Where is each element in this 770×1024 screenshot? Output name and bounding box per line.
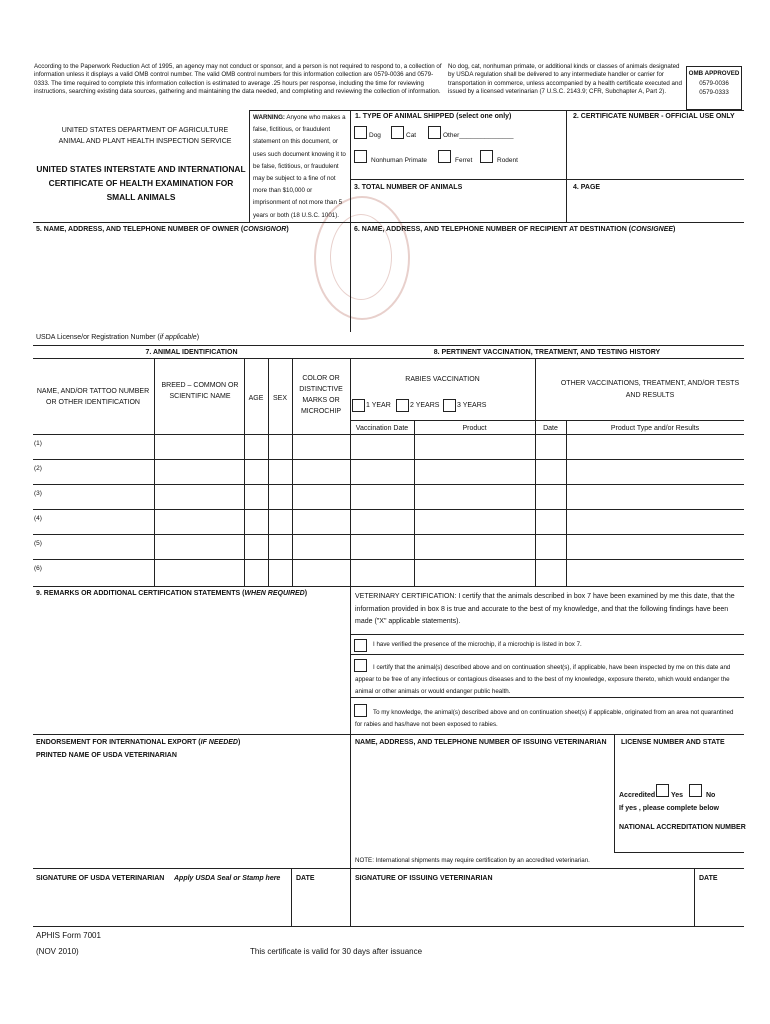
statement-microchip: I have verified the presence of the microchip, if a microchip is listed in box 7.: [373, 641, 582, 648]
dog-checkbox[interactable]: [354, 126, 367, 139]
license-title: LICENSE NUMBER AND STATE: [621, 739, 725, 746]
rabies-1yr-checkbox[interactable]: [352, 399, 365, 412]
national-accreditation-label: NATIONAL ACCREDITATION NUMBER: [619, 824, 746, 831]
remarks-input-area[interactable]: [36, 602, 346, 732]
product-header: Product: [462, 425, 487, 432]
box7-title: 7. ANIMAL IDENTIFICATION: [145, 349, 238, 356]
recipient-input-area[interactable]: [354, 238, 739, 328]
veterinary-certification: VETERINARY CERTIFICATION: I certify that the animals described in box 7 have been examined by me this date, that the information provided in box 8 is true and accurate to the best of my knowledge, and that the following findings have been made ("X" applicable statements).: [355, 593, 735, 625]
microchip-verified-checkbox[interactable]: [354, 639, 367, 652]
box6-title: [354, 225, 675, 234]
box6-end: ): [673, 226, 676, 233]
col-breed-header: BREED – COMMON OR SCIENTIFIC NAME: [161, 382, 239, 400]
accredited-label: Accredited: [619, 792, 656, 799]
issuing-vet-title: NAME, ADDRESS, AND TELEPHONE NUMBER OF ISSUING VETERINARIAN: [355, 739, 607, 746]
cat-label: Cat: [406, 132, 417, 139]
accredited-no-label: No: [706, 792, 716, 799]
box9-title: [36, 589, 307, 598]
ferret-label: Ferret: [455, 157, 473, 164]
box1-title: 1. TYPE OF ANIMAL SHIPPED (select one only): [355, 113, 512, 120]
endorsement-em: IF NEEDED: [200, 739, 238, 746]
international-note: NOTE: International shipments may require certification by an accredited veterinarian.: [355, 857, 590, 864]
usda-license-text: USDA License/or Registration Number (: [36, 334, 160, 341]
box6-consignee: CONSIGNEE: [631, 226, 674, 233]
rodent-checkbox[interactable]: [480, 150, 493, 163]
issuing-signature-label: SIGNATURE OF ISSUING VETERINARIAN: [355, 875, 493, 882]
row-label-1: (1): [34, 440, 42, 447]
apply-seal-label: Apply USDA Seal or Stamp here: [174, 875, 281, 882]
agency-line-1: UNITED STATES DEPARTMENT OF AGRICULTURE: [61, 127, 229, 134]
endorsement-end: ): [237, 739, 241, 746]
statement-inspection: I certify that the animal(s) described above and on continuation sheet(s), if applicable, have been inspected by me on this date and appear to be free of any infectious or contagious diseases and to the best of my knowledge, exposure thereto, which would endanger the animal or other animals or would endanger public health.: [355, 664, 731, 695]
rabies-3yr-label: 3 YEARS: [457, 402, 487, 409]
endorsement-label: ENDORSEMENT FOR INTERNATIONAL EXPORT (: [36, 739, 201, 746]
box5-end: ): [286, 226, 289, 233]
box5-label: 5. NAME, ADDRESS, AND TELEPHONE NUMBER OF OWNER (: [36, 226, 244, 233]
accredited-no-checkbox[interactable]: [689, 784, 702, 797]
accredited-note: If yes , please complete below: [619, 805, 719, 812]
dog-label: Dog: [369, 132, 381, 139]
accredited-yes-checkbox[interactable]: [656, 784, 669, 797]
other-label[interactable]: Other_______________: [443, 132, 514, 139]
col-age-header: AGE: [248, 395, 264, 402]
other-vaccinations-header: OTHER VACCINATIONS, TREATMENT, AND/OR TESTS AND RESULTS: [560, 380, 740, 399]
form-date: (NOV 2010): [36, 947, 79, 956]
omb-approval-box: [686, 66, 742, 110]
vaccination-date-header: Vaccination Date: [355, 425, 409, 432]
validity-note: This certificate is valid for 30 days after issuance: [250, 947, 423, 956]
rabies-3yr-checkbox[interactable]: [443, 399, 456, 412]
primate-label: Nonhuman Primate: [371, 157, 427, 164]
box8-title: 8. PERTINENT VACCINATION, TREATMENT, AND TESTING HISTORY: [433, 349, 661, 356]
col-sex-header: SEX: [272, 395, 287, 402]
col-color-header: COLOR OR DISTINCTIVE MARKS OR MICROCHIP: [299, 375, 343, 415]
usda-license-label: [36, 333, 199, 342]
box9-em: WHEN REQUIRED: [244, 590, 305, 597]
primate-checkbox[interactable]: [354, 150, 367, 163]
warning-label: WARNING:: [253, 114, 285, 121]
box2-title: 2. CERTIFICATE NUMBER - OFFICIAL USE ONLY: [573, 113, 735, 120]
owner-input-area[interactable]: [36, 238, 346, 328]
endorsement-title: [36, 738, 240, 747]
rabies-2yr-checkbox[interactable]: [396, 399, 409, 412]
rabies-header: RABIES VACCINATION: [405, 376, 480, 383]
form-id: APHIS Form 7001: [36, 931, 101, 940]
box3-title: 3. TOTAL NUMBER OF ANIMALS: [354, 184, 463, 191]
row-label-6: (6): [34, 565, 42, 572]
scope-notice: No dog, cat, nonhuman primate, or additional kinds or classes of animals designated by USDA regulation shall be delivered to any intermediate handler or carrier for transportation in commerce, unless accompanied by a health certificate executed and issued by a licensed veterinarian (7 U.S.C. 2143.9; CFR, Subchapter A, Part 2).: [448, 63, 682, 96]
usda-license-end: ): [196, 334, 200, 341]
ferret-checkbox[interactable]: [438, 150, 451, 163]
row-label-5: (5): [34, 540, 42, 547]
rodent-label: Rodent: [497, 157, 518, 164]
omb-number-2: 0579-0333: [699, 89, 729, 96]
agency-line-2: ANIMAL AND PLANT HEALTH INSPECTION SERVICE: [58, 138, 232, 145]
issuing-date-label: DATE: [699, 875, 718, 882]
box9-label: 9. REMARKS OR ADDITIONAL CERTIFICATION STATEMENTS (: [36, 590, 245, 597]
product-type-header: Product Type and/or Results: [610, 425, 700, 432]
date-header: Date: [543, 425, 558, 432]
usda-date-label: DATE: [296, 875, 315, 882]
box6-label: 6. NAME, ADDRESS, AND TELEPHONE NUMBER OF RECIPIENT AT DESTINATION (: [354, 226, 632, 233]
row-label-2: (2): [34, 465, 42, 472]
accredited-yes-label: Yes: [671, 792, 684, 799]
col-name-header: NAME, AND/OR TATTOO NUMBER OR OTHER IDENTIFICATION: [36, 388, 150, 406]
box5-title: [36, 225, 289, 234]
rabies-2yr-label: 2 YEARS: [410, 402, 440, 409]
rabies-1yr-label: 1 YEAR: [366, 402, 391, 409]
row-label-3: (3): [34, 490, 42, 497]
warning-body: Anyone who makes a false, fictitious, or fraudulent statement on this document, or uses such document knowing it to be false, fictitious, or fraudulent may be subject to a fine of not more than $10,000 or imprisonment of not more than 5 years or both (18 U.S.C. 1001).: [253, 114, 346, 219]
box5-consignor: CONSIGNOR: [243, 226, 287, 233]
omb-approved-label: OMB APPROVED: [688, 70, 740, 77]
box4-title: 4. PAGE: [573, 184, 601, 191]
row-label-4: (4): [34, 515, 42, 522]
form-title: UNITED STATES INTERSTATE AND INTERNATIONAL CERTIFICATE OF HEALTH EXAMINATION FOR SMALL ANIMALS: [36, 164, 246, 202]
warning-text: [253, 112, 348, 222]
box9-end: ): [304, 590, 308, 597]
cat-checkbox[interactable]: [391, 126, 404, 139]
paperwork-reduction-notice: According to the Paperwork Reduction Act of 1995, an agency may not conduct or sponsor, and a person is not required to respond to, a collection of information unless it displays a valid OMB control number. The valid OMB control numbers for this information collection are 0579-0036 and 0579-0333. The time required to complete this information collection is estimated to average .25 hours per response, including the time for reviewing instructions, searching existing data sources, gathering and maintaining the data needed, and completing and reviewing the collection of information.: [34, 63, 442, 96]
omb-number-1: 0579-0036: [699, 80, 729, 87]
other-checkbox[interactable]: [428, 126, 441, 139]
printed-name-label: PRINTED NAME OF USDA VETERINARIAN: [36, 752, 177, 759]
usda-license-em: if applicable: [159, 334, 197, 341]
statement-rabies: To my knowledge, the animal(s) described above and on continuation sheet(s) if applicable, originated from an area not quarantined for rabies and has/have not been exposed to rabies.: [355, 709, 734, 728]
usda-signature-label: SIGNATURE OF USDA VETERINARIAN: [36, 875, 165, 882]
